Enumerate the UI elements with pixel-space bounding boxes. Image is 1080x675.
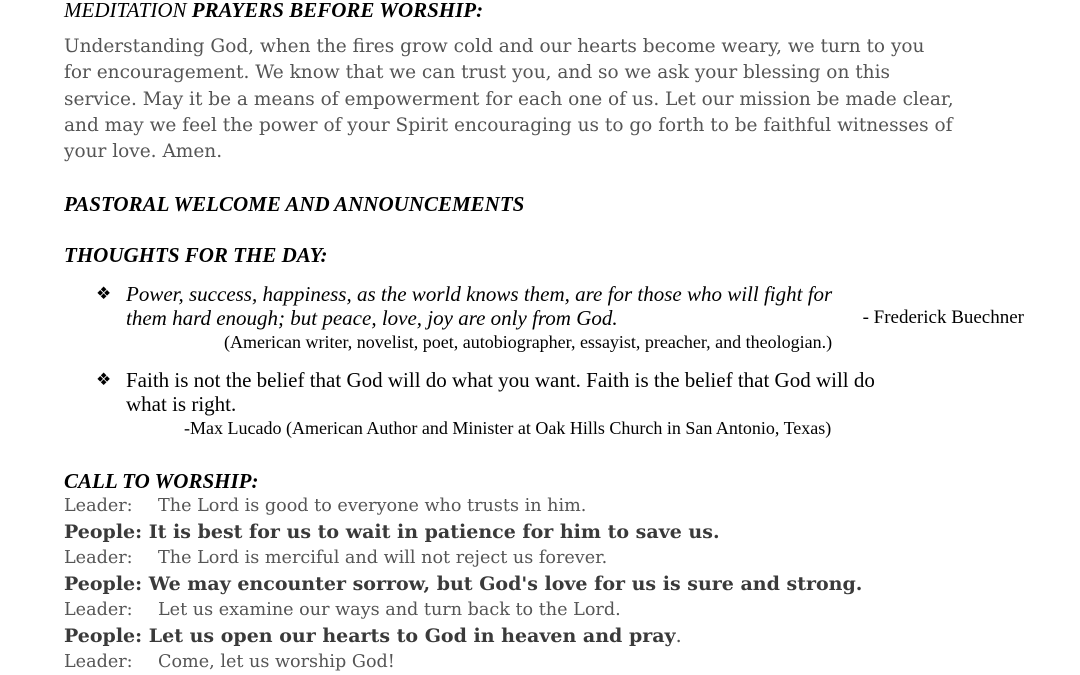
prayer-line: Understanding God, when the fires grow cold and our hearts become weary, we turn to you (64, 36, 925, 57)
speaker-label: People: (64, 521, 143, 543)
quote-2-line-1: Faith is not the belief that God will do what you want. Faith is the belief that God will do (126, 368, 875, 392)
quote-1-line-2: them hard enough; but peace, love, joy are only from God. (126, 306, 618, 330)
trailing-period: . (675, 625, 682, 647)
quote-1-author: - Frederick Buechner (862, 307, 1024, 328)
diamond-bullet-icon: ❖ (96, 370, 112, 389)
thoughts-heading: THOUGHTS FOR THE DAY: (64, 243, 328, 267)
line-text: Come, let us worship God! (158, 652, 395, 672)
diamond-bullet-icon: ❖ (96, 284, 112, 303)
quote-2 (64, 368, 1024, 440)
speaker-label: Leader: (64, 548, 133, 568)
line-text: The Lord is merciful and will not reject us forever. (158, 548, 608, 568)
quote-1-text (64, 282, 1024, 330)
meditation-heading (64, 0, 483, 22)
prayer-line: for encouragement. We know that we can trust you, and so we ask your blessing on this (64, 62, 891, 84)
call-to-worship-heading: CALL TO WORSHIP: (64, 469, 259, 493)
line-text: Let us examine our ways and turn back to the Lord. (158, 600, 621, 620)
quote-2-line-2: what is right. (126, 392, 237, 416)
leader-line (64, 545, 1024, 571)
leader-line (64, 597, 1024, 623)
pastoral-heading: PASTORAL WELCOME AND ANNOUNCEMENTS (64, 192, 525, 216)
quote-1 (64, 282, 1024, 354)
quote-1-line-1: Power, success, happiness, as the world knows them, are for those who will fight for (126, 282, 833, 306)
speaker-label: People: (64, 625, 143, 647)
speaker-label: People: (64, 573, 143, 595)
leader-line (64, 493, 1024, 519)
quote-2-text (64, 368, 1024, 416)
prayer-line: your love. Amen. (64, 141, 223, 163)
line-text: Let us open our hearts to God in heaven and pray (148, 625, 676, 647)
people-line (64, 571, 1024, 597)
speaker-label: Leader: (64, 600, 133, 620)
line-text: We may encounter sorrow, but God's love for us is sure and strong. (148, 573, 863, 595)
meditation-heading-part2: PRAYERS BEFORE WORSHIP: (191, 0, 484, 22)
quote-1-description: (American writer, novelist, poet, autobiographer, essayist, preacher, and theologian.) (224, 332, 833, 352)
call-to-worship-responsive (64, 493, 1024, 675)
prayer-line: service. May it be a means of empowerment for each one of us. Let our mission be made clear, (64, 88, 954, 110)
people-line (64, 519, 1024, 545)
quote-2-attribution: -Max Lucado (American Author and Minister at Oak Hills Church in San Antonio, Texas) (184, 418, 832, 438)
line-text: The Lord is good to everyone who trusts in him. (158, 496, 587, 516)
leader-line (64, 649, 1024, 675)
meditation-prayer (64, 34, 1024, 165)
speaker-label: Leader: (64, 652, 133, 672)
people-line (64, 623, 1024, 649)
prayer-line: and may we feel the power of your Spirit encouraging us to go forth to be faithful witnesses of (64, 114, 953, 136)
meditation-heading-part1: MEDITATION (64, 0, 187, 22)
speaker-label: Leader: (64, 496, 133, 516)
line-text: It is best for us to wait in patience for him to save us. (148, 521, 720, 543)
